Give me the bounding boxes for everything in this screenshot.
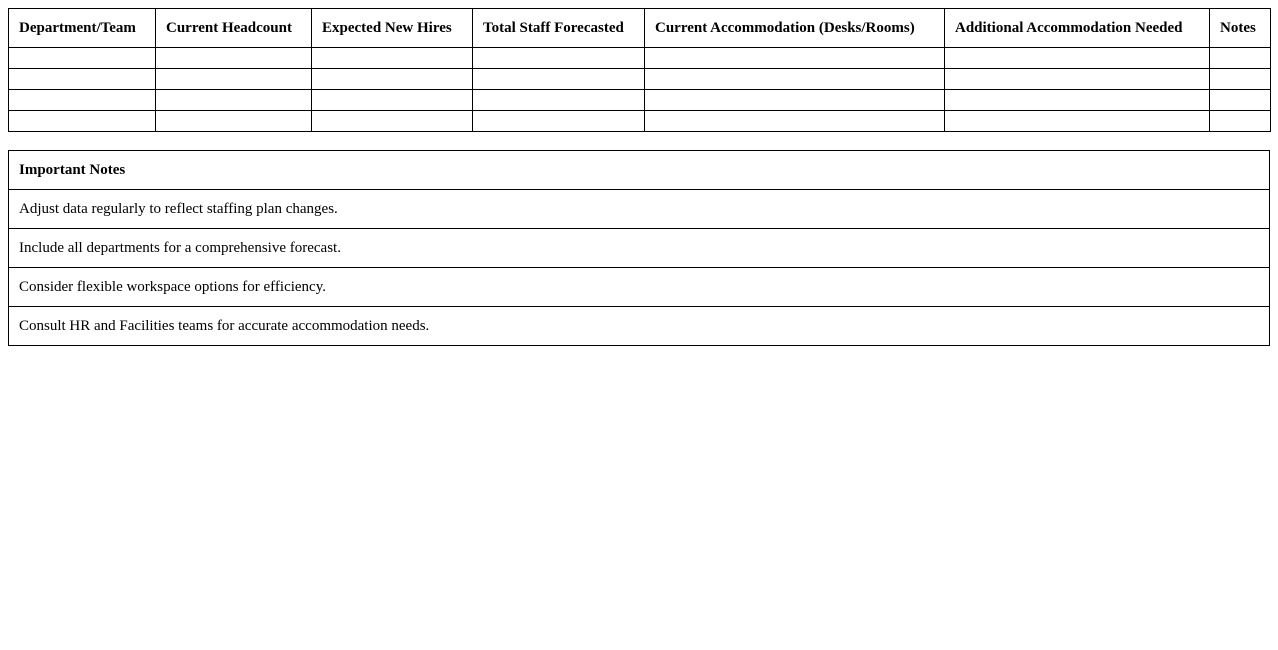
list-item (9, 229, 1270, 268)
page-content (8, 8, 1270, 346)
note-text: Adjust data regularly to reflect staffing plan changes. (9, 190, 1270, 229)
table-cell[interactable] (945, 111, 1210, 132)
notes-title: Important Notes (9, 151, 1270, 190)
table-cell[interactable] (945, 48, 1210, 69)
table-cell[interactable] (9, 69, 156, 90)
note-text: Consider flexible workspace options for efficiency. (9, 268, 1270, 307)
table-cell[interactable] (9, 48, 156, 69)
header-current-headcount: Current Headcount (156, 9, 312, 48)
note-text: Include all departments for a comprehensive forecast. (9, 229, 1270, 268)
table-cell[interactable] (1210, 90, 1271, 111)
table-cell[interactable] (473, 69, 645, 90)
table-cell[interactable] (312, 111, 473, 132)
header-total-staff-forecasted: Total Staff Forecasted (473, 9, 645, 48)
table-header-row (9, 9, 1271, 48)
header-department-team: Department/Team (9, 9, 156, 48)
table-row (9, 69, 1271, 90)
header-current-accommodation: Current Accommodation (Desks/Rooms) (645, 9, 945, 48)
notes-title-row (9, 151, 1270, 190)
table-cell[interactable] (312, 69, 473, 90)
list-item (9, 307, 1270, 346)
table-cell[interactable] (645, 90, 945, 111)
table-cell[interactable] (1210, 69, 1271, 90)
table-cell[interactable] (473, 90, 645, 111)
table-cell[interactable] (312, 90, 473, 111)
list-item (9, 190, 1270, 229)
table-cell[interactable] (1210, 111, 1271, 132)
forecast-table (8, 8, 1271, 132)
header-notes: Notes (1210, 9, 1271, 48)
table-cell[interactable] (945, 90, 1210, 111)
table-row (9, 111, 1271, 132)
table-cell[interactable] (156, 48, 312, 69)
header-expected-new-hires: Expected New Hires (312, 9, 473, 48)
table-cell[interactable] (645, 69, 945, 90)
table-cell[interactable] (1210, 48, 1271, 69)
table-cell[interactable] (9, 111, 156, 132)
table-cell[interactable] (156, 111, 312, 132)
table-cell[interactable] (156, 90, 312, 111)
table-row (9, 90, 1271, 111)
table-row (9, 48, 1271, 69)
list-item (9, 268, 1270, 307)
table-cell[interactable] (312, 48, 473, 69)
header-additional-accommodation: Additional Accommodation Needed (945, 9, 1210, 48)
table-cell[interactable] (156, 69, 312, 90)
important-notes-table (8, 150, 1270, 346)
table-cell[interactable] (9, 90, 156, 111)
table-cell[interactable] (945, 69, 1210, 90)
table-cell[interactable] (473, 111, 645, 132)
table-cell[interactable] (473, 48, 645, 69)
table-cell[interactable] (645, 48, 945, 69)
table-cell[interactable] (645, 111, 945, 132)
note-text: Consult HR and Facilities teams for accurate accommodation needs. (9, 307, 1270, 346)
